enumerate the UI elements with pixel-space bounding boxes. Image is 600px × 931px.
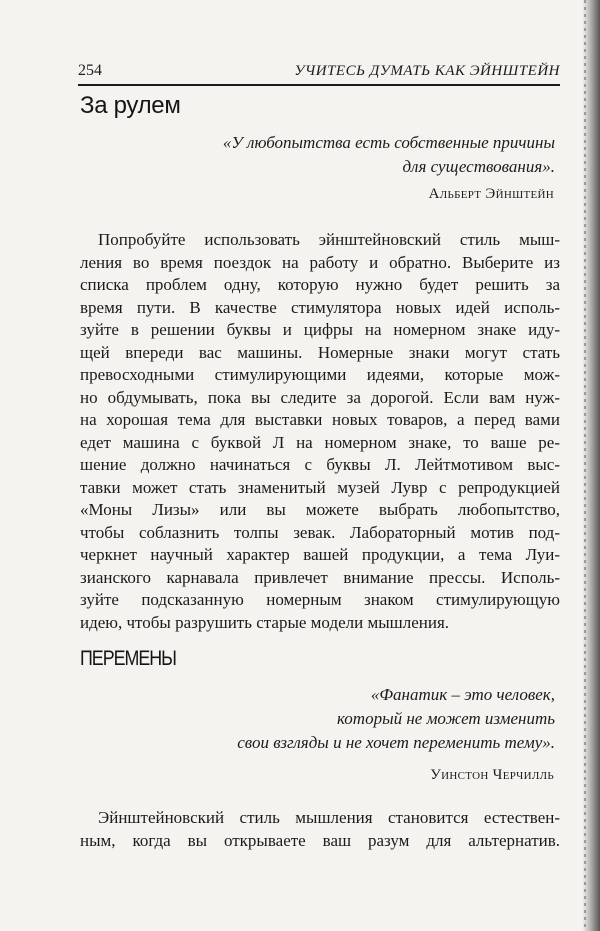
quote-line: который не может изменить [337,709,555,728]
text-line: зуйте в решении буквы и цифры на номерном знаке иду- [80,320,560,339]
section-title-driving: За рулем [80,92,181,119]
text-line: ным, когда вы открываете ваш разум для альтернатив. [80,830,560,850]
text-line: идею, чтобы разрушить старые модели мышления. [80,612,450,632]
text-line: шение должно начинаться с буквы Л. Лейтмотивом выс- [80,455,560,474]
running-title: УЧИТЕСЬ ДУМАТЬ КАК ЭЙНШТЕЙН [294,63,560,79]
text-line: Эйнштейновский стиль мышления становится естествен- [98,808,560,827]
quote-line: «У любопытства есть собственные причины [222,133,555,152]
text-line: «Моны Лизы» или вы можете выбрать любопытство, [80,500,560,519]
page-number: 254 [78,62,102,79]
text-line: едет машина с буквой Л на номерном знаке, то ваше ре- [80,432,560,452]
quote-line: «Фанатик – это человек, [370,685,555,704]
text-line: зуйте подсказанную номерным знаком стимулирующую [80,590,560,609]
text-line: зианского карнавала привлечет внимание прессы. Исполь- [80,567,560,587]
text-line: ления во время поездок на работу и обратно. Выберите из [80,252,560,272]
section-title-changes: ПЕРЕМЕНЫ [80,647,176,670]
page-edge-texture [584,0,586,931]
text-line: чтобы соблазнить толпы зевак. Лабораторный мотив под- [80,522,560,542]
body-paragraph-changes [80,807,560,852]
header-rule [78,84,560,86]
quote-line: для существования». [402,157,555,176]
epigraph-einstein [223,131,555,179]
text-line: тавки может стать знаменитый музей Лувр с репродукцией [80,477,560,497]
epigraph-churchill [237,683,555,755]
text-line: превосходными стимулирующими идеями, которые мож- [80,365,560,384]
text-line: черкнет научный характер вашей продукции, а тема Луи- [80,545,560,564]
text-line: время пути. В качестве стимулятора новых идей исполь- [80,297,560,317]
text-line: но обдумывать, пока вы следите за дорогой. Если вам нуж- [80,387,560,407]
page-header [78,62,560,80]
text-line: щей впереди вас машины. Номерные знаки могут стать [80,342,560,362]
text-line: Попробуйте использовать эйнштейновский стиль мыш- [98,230,560,249]
text-line: на хорошая тема для выставки новых товаров, а перед вами [80,410,560,429]
body-paragraph-driving [80,229,560,634]
quote-author: Уинстон Черчилль [430,767,554,783]
quote-line: свои взгляды и не хочет переменить тему». [237,733,555,752]
quote-author: Альберт Эйнштейн [428,186,554,202]
text-line: списка проблем одну, которую нужно будет решить за [80,275,560,294]
